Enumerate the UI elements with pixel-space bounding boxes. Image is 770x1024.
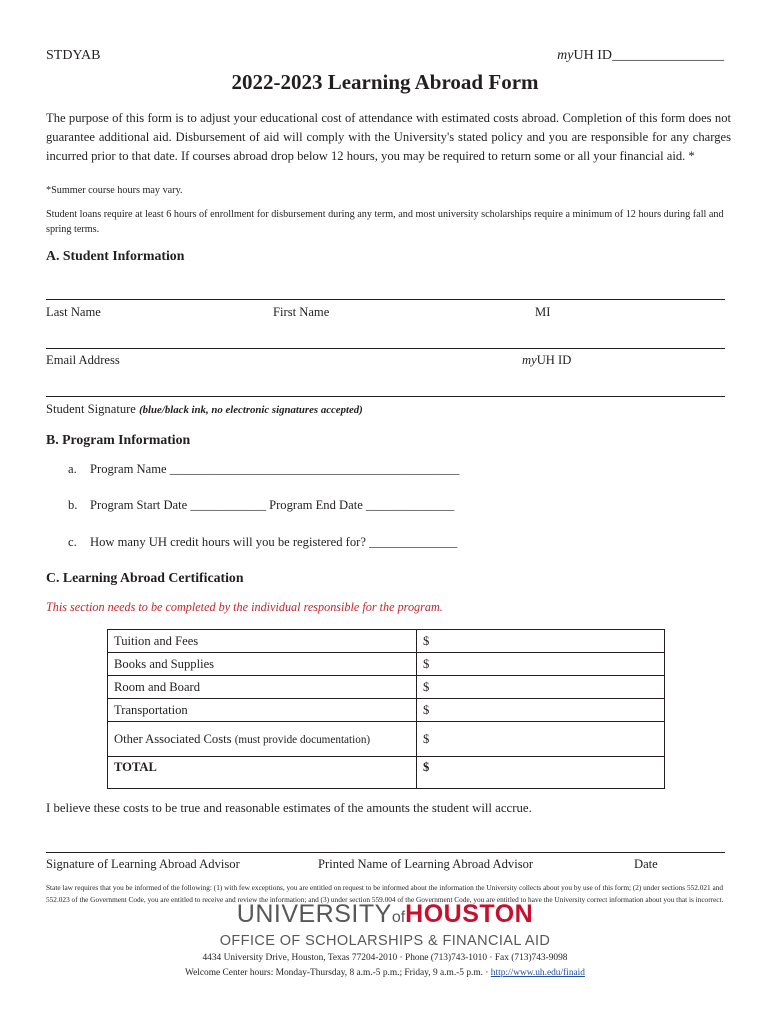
logo-of: of	[391, 909, 406, 926]
signature-text: Student Signature	[46, 402, 136, 416]
student-signature-label	[46, 402, 363, 417]
university-logo	[0, 900, 770, 929]
header-uhid	[557, 48, 724, 64]
cost-label: Transportation	[108, 699, 417, 722]
advisor-signature-line[interactable]	[46, 852, 725, 853]
table-row	[108, 653, 665, 676]
cost-table	[107, 629, 665, 789]
date-label: Date	[634, 857, 658, 871]
item-text: Program Start Date ____________ Program End Date ______________	[90, 498, 455, 512]
summer-note: *Summer course hours may vary.	[46, 185, 183, 196]
loans-note: Student loans require at least 6 hours of enrollment for disbursement during any term, and most university scholarships require a minimum of 12 hours during fall and spring terms.	[46, 209, 724, 235]
email-label: Email Address	[46, 353, 120, 367]
cost-label: Room and Board	[108, 676, 417, 699]
item-letter: b.	[68, 498, 78, 512]
cost-value[interactable]: $	[417, 699, 665, 722]
credit-hours-item[interactable]	[68, 535, 457, 550]
table-row	[108, 699, 665, 722]
item-text: Program Name ______________________________________________	[90, 462, 460, 476]
cost-label: Tuition and Fees	[108, 630, 417, 653]
certification-statement: I believe these costs to be true and reasonable estimates of the amounts the student will accrue.	[46, 801, 532, 815]
advisor-signature-label: Signature of Learning Abroad Advisor	[46, 857, 240, 871]
logo-university: UNIVERSITY	[236, 900, 392, 928]
student-name-line[interactable]	[46, 299, 725, 300]
cost-value[interactable]: $	[417, 676, 665, 699]
uhid-prefix: my	[557, 48, 574, 63]
last-name-label: Last Name	[46, 305, 101, 319]
footer-hours: Welcome Center hours: Monday-Thursday, 8 a.m.-5 p.m.; Friday, 9 a.m.-5 p.m. ·	[185, 968, 491, 978]
page-title: 2022-2023 Learning Abroad Form	[231, 70, 539, 94]
table-row	[108, 722, 665, 757]
item-text: How many UH credit hours will you be registered for? ______________	[90, 535, 458, 549]
uhid-field-prefix: my	[522, 353, 537, 367]
first-name-label: First Name	[273, 305, 330, 319]
cost-label	[108, 722, 417, 757]
signature-line[interactable]	[46, 396, 725, 397]
cost-label: Books and Supplies	[108, 653, 417, 676]
finaid-link[interactable]: http://www.uh.edu/finaid	[490, 968, 585, 978]
item-letter: a.	[68, 462, 77, 476]
section-b-heading: B. Program Information	[46, 432, 191, 447]
intro-paragraph: The purpose of this form is to adjust your educational cost of attendance with estimated costs abroad. Completion of this form does not guarantee additional aid. Disbursement of aid will comply with the University's stated policy and you are responsible for any charges incurred prior to that date. If courses abroad drop below 12 hours, you may be required to return some or all your financial aid. *	[46, 111, 731, 163]
logo-houston: HOUSTON	[405, 900, 534, 928]
state-law-notice: State law requires that you be informed of the following: (1) with few exceptions, you are entitled on request to be informed about the information the University collects about you by use of this form; (2) under sections 552.021 and 552.023 of the Government Code, you are entitled to receive and review the information; and (3) under section 559.004 of the Government Code, you are entitled to have the University correct information about you that is incorrect.	[46, 883, 724, 904]
program-name-item[interactable]	[68, 462, 459, 477]
uhid-field-label	[522, 353, 571, 368]
footer-hours-line	[0, 966, 770, 981]
other-costs-label: Other Associated Costs	[114, 731, 232, 746]
mi-label: MI	[535, 305, 551, 319]
section-a-heading: A. Student Information	[46, 248, 185, 263]
cost-value[interactable]: $	[417, 630, 665, 653]
signature-note: (blue/black ink, no electronic signatures accepted)	[139, 404, 363, 416]
table-row	[108, 630, 665, 653]
footer-contact	[0, 951, 770, 981]
item-letter: c.	[68, 535, 77, 549]
total-label: TOTAL	[108, 757, 417, 789]
total-row	[108, 757, 665, 789]
cost-value[interactable]: $	[417, 653, 665, 676]
program-dates-item[interactable]	[68, 498, 454, 513]
uhid-blank[interactable]: ________________	[612, 48, 724, 63]
total-value[interactable]: $	[417, 757, 665, 789]
office-name: OFFICE OF SCHOLARSHIPS & FINANCIAL AID	[219, 933, 551, 949]
uhid-label: UH ID	[573, 48, 612, 63]
other-costs-note: (must provide documentation)	[234, 733, 371, 746]
advisor-name-label: Printed Name of Learning Abroad Advisor	[318, 857, 534, 871]
email-line[interactable]	[46, 348, 725, 349]
certification-instruction: This section needs to be completed by the individual responsible for the program.	[46, 600, 443, 614]
section-c-heading: C. Learning Abroad Certification	[46, 570, 244, 585]
form-code: STDYAB	[46, 48, 101, 63]
uhid-field-text: UH ID	[536, 353, 572, 367]
table-row	[108, 676, 665, 699]
cost-value[interactable]: $	[417, 722, 665, 757]
footer-address: 4434 University Drive, Houston, Texas 77204-2010 · Phone (713)743-1010 · Fax (713)743-9098	[202, 953, 568, 963]
